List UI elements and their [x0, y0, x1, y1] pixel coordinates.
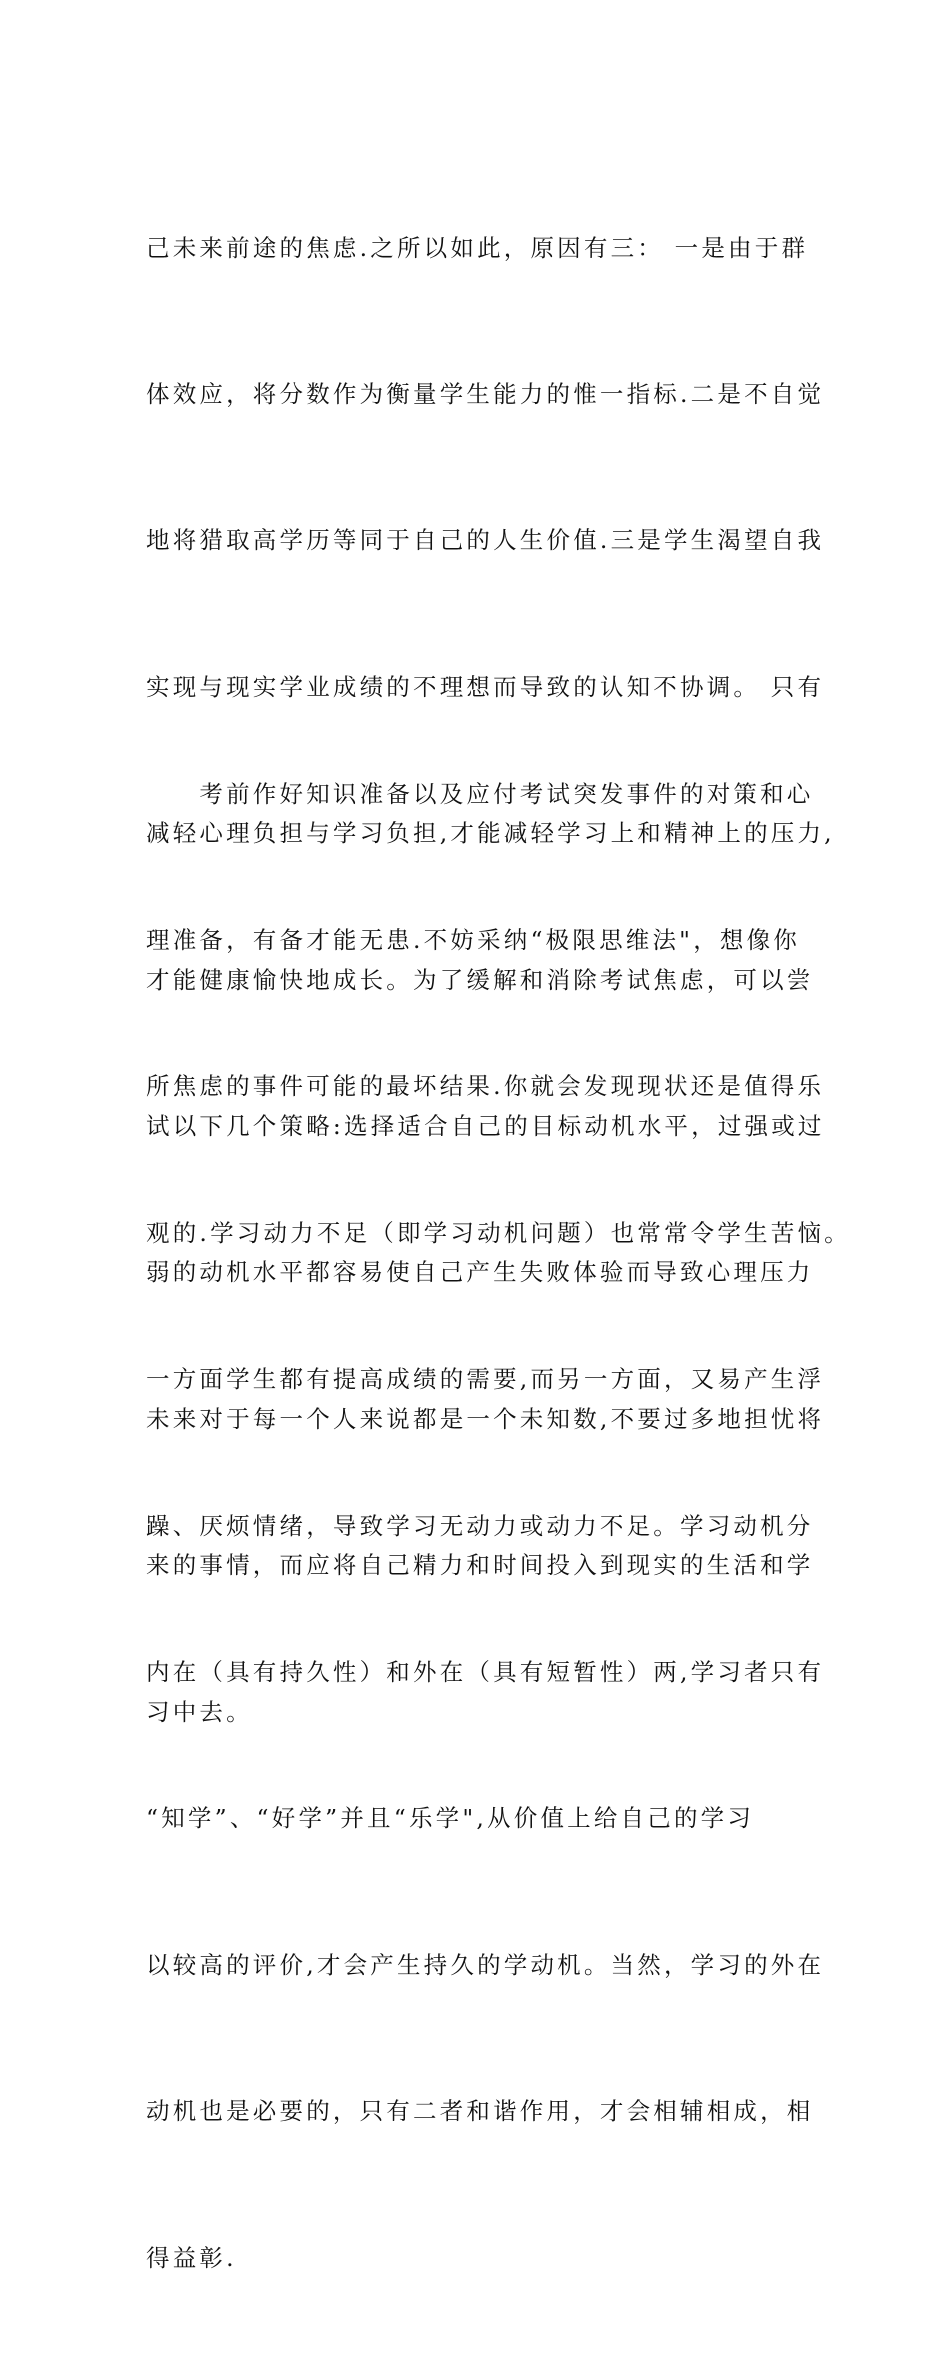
text-line: 以较高的评价,才会产生持久的学动机。当然，学习的外在: [146, 1950, 825, 1979]
text-line: 才能健康愉快地成长。为了缓解和消除考试焦虑，可以尝: [146, 965, 814, 994]
text-line: 己未来前途的焦虑.之所以如此，原因有三： 一是由于群: [146, 233, 809, 262]
text-line: “知学”、“好学”并且“乐学",从价值上给自己的学习: [146, 1804, 755, 1833]
text-line: 动机也是必要的，只有二者和谐作用，才会相辅相成，相: [146, 2097, 814, 2126]
text-line: 减轻心理负担与学习负担,才能减轻学习上和精神上的压力,: [146, 819, 835, 848]
text-line: 观的.学习动力不足（即学习动机问题）也常常令学生苦恼。: [146, 1218, 851, 1247]
text-line: 未来对于每一个人来说都是一个未知数,不要过多地担忧将: [146, 1404, 825, 1433]
text-line: 习中去。: [146, 1697, 253, 1726]
body-paragraph: [146, 672, 851, 2380]
text-line: 来的事情，而应将自己精力和时间投入到现实的生活和学: [146, 1551, 814, 1580]
text-line: 弱的动机水平都容易使自己产生失败体验而导致心理压力: [146, 1258, 814, 1287]
text-line: 躁、厌烦情绪，导致学习无动力或动力不足。学习动机分: [146, 1511, 814, 1540]
text-line: 理准备，有备才能无患.不妨采纳“极限思维法"，想像你: [146, 925, 800, 954]
text-line: 地将猎取高学历等同于自己的人生价值.三是学生渴望自我: [146, 526, 825, 555]
text-line: 一方面学生都有提高成绩的需要,而另一方面，又易产生浮: [146, 1365, 825, 1394]
text-line: 得益彰.: [146, 2243, 237, 2272]
text-line: 试以下几个策略:选择适合自己的目标动机水平，过强或过: [146, 1111, 825, 1140]
text-line: 考前作好知识准备以及应付考试突发事件的对策和心: [146, 779, 814, 808]
text-line: 内在（具有持久性）和外在（具有短暂性）两,学习者只有: [146, 1657, 825, 1686]
text-line: 实现与现实学业成绩的不理想而导致的认知不协调。 只有: [146, 672, 825, 701]
text-line: 所焦虑的事件可能的最坏结果.你就会发现现状还是值得乐: [146, 1072, 825, 1101]
text-line: 体效应，将分数作为衡量学生能力的惟一指标.二是不自觉: [146, 379, 825, 408]
